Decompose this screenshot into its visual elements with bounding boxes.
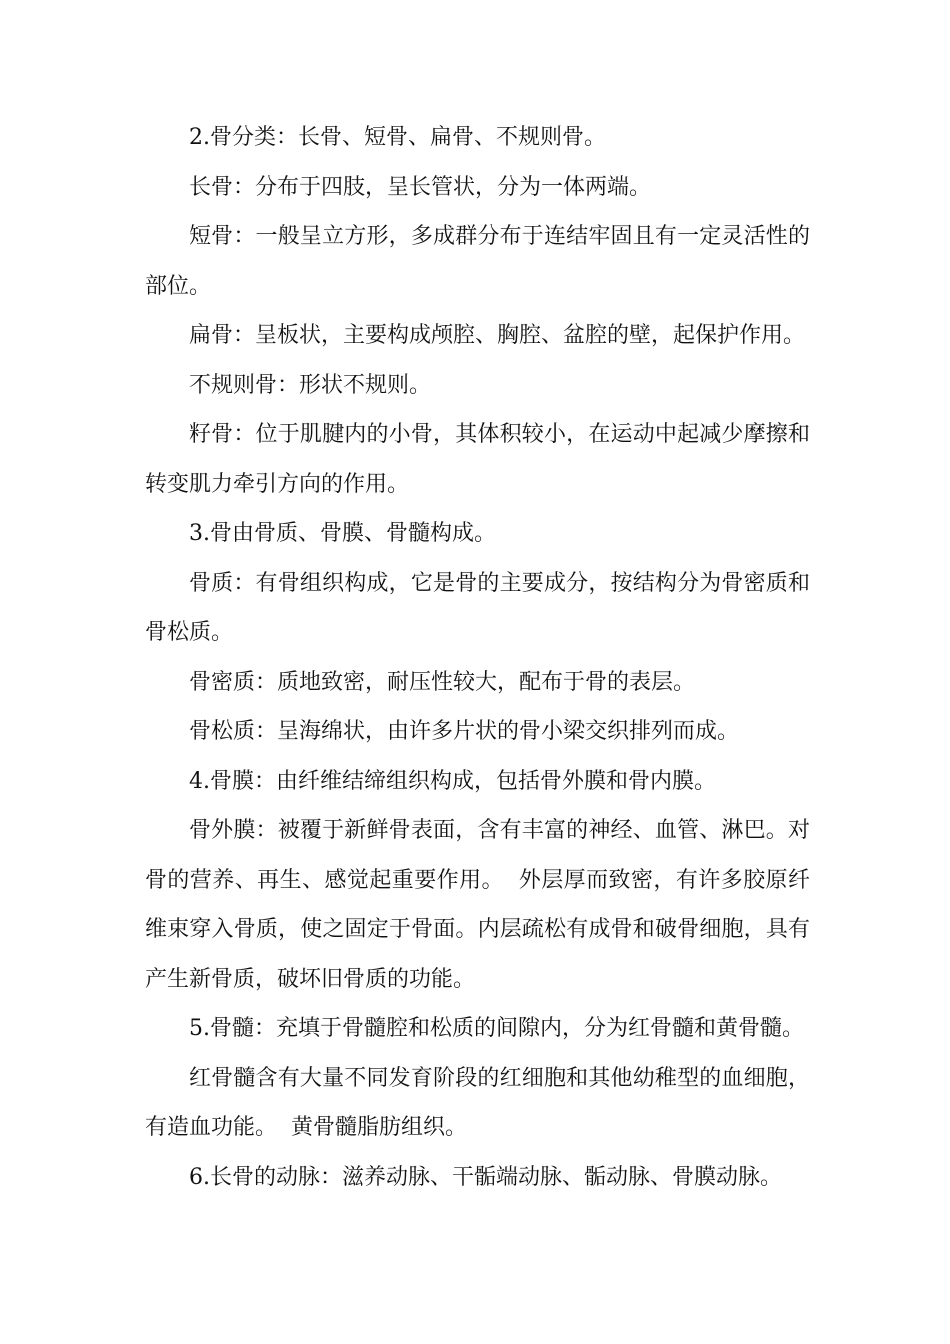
paragraph-long-bone: 长骨：分布于四肢，呈长管状，分为一体两端。 (189, 174, 652, 200)
paragraph-bone-marrow: 5.骨髓：充填于骨髓腔和松质的间隙内，分为红骨髓和黄骨髓。 (189, 1016, 804, 1041)
paragraph-compact-bone: 骨密质：质地致密，耐压性较大，配布于骨的表层。 (189, 669, 696, 695)
paragraph-spongy-bone: 骨松质：呈海绵状，由许多片状的骨小梁交织排列而成。 (189, 719, 740, 744)
paragraph-bone-substance: 骨质：有骨组织构成，它是骨的主要成分，按结构分为骨密质和骨松质。 (145, 570, 810, 645)
paragraph-irregular-bone: 不规则骨：形状不规则。 (189, 372, 432, 398)
paragraph-sesamoid-bone: 籽骨：位于肌腱内的小骨，其体积较小，在运动中起减少摩擦和转变肌力牵引方向的作用。 (145, 422, 810, 497)
paragraph-long-bone-arteries: 6.长骨的动脉：滋养动脉、干骺端动脉、骺动脉、骨膜动脉。 (189, 1164, 782, 1190)
paragraph-outer-periosteum: 骨外膜：被覆于新鲜骨表面，含有丰富的神经、血管、淋巴。对骨的营养、再生、感觉起重要作用。 外层厚而致密，有许多胶原纤维束穿入骨质，使之固定于骨面。内层疏松有成骨和破骨细胞，具有产生新骨质，破坏旧骨质的功能。 (145, 818, 810, 992)
document-body (145, 113, 810, 1202)
paragraph-bone-classification: 2.骨分类：长骨、短骨、扁骨、不规则骨。 (189, 125, 606, 150)
paragraph-red-marrow: 红骨髓含有大量不同发育阶段的红细胞和其他幼稚型的血细胞，有造血功能。 黄骨髓脂肪组织。 (145, 1065, 810, 1140)
paragraph-bone-composition: 3.骨由骨质、骨膜、骨髓构成。 (189, 521, 496, 546)
paragraph-flat-bone: 扁骨：呈板状，主要构成颅腔、胸腔、盆腔的壁，起保护作用。 (189, 323, 806, 348)
paragraph-short-bone: 短骨：一般呈立方形，多成群分布于连结牢固且有一定灵活性的部位。 (145, 224, 810, 299)
paragraph-periosteum: 4.骨膜：由纤维结缔组织构成，包括骨外膜和骨内膜。 (189, 768, 716, 794)
